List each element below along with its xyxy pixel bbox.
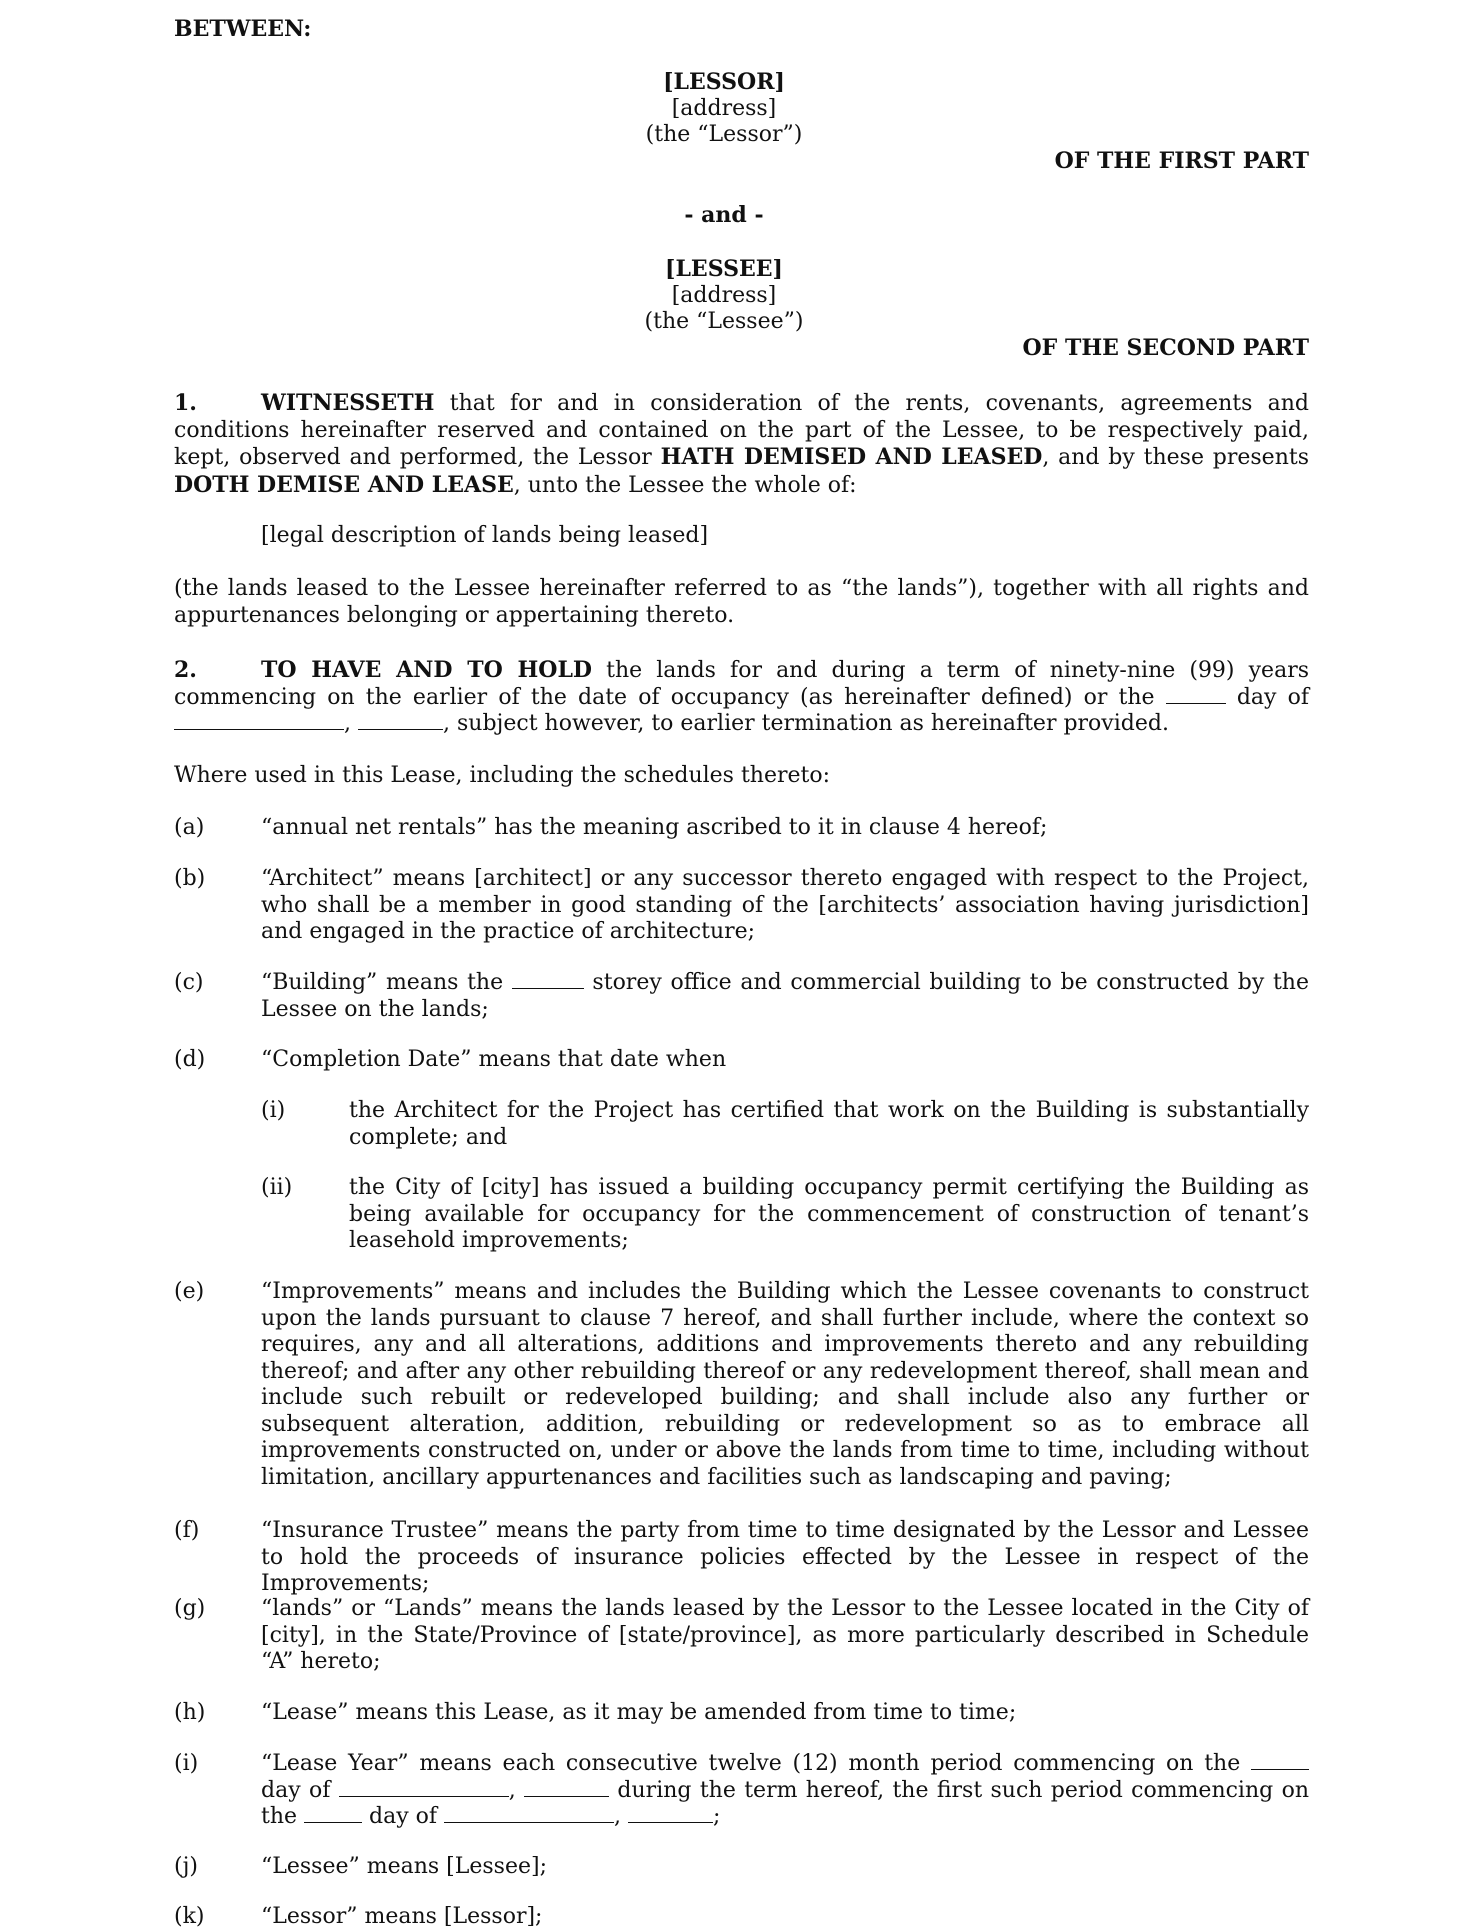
month-blank: [174, 711, 344, 730]
def-d-i-text: the Architect for the Project has certified that work on the Building is substantially complete; and: [349, 1098, 1309, 1150]
def-e-label: (e): [174, 1279, 205, 1304]
lessee-address: [address]: [671, 282, 777, 308]
def-c-label: (c): [174, 970, 204, 995]
def-a-label: (a): [174, 815, 205, 840]
def-i-text-d: day of: [369, 1804, 445, 1829]
and-separator: - and -: [684, 202, 764, 228]
clause-2-text-c: , subject however, to earlier termination as hereinafter provided.: [443, 711, 1169, 736]
def-d-label: (d): [174, 1047, 206, 1072]
clause-1-bold-a: HATH DEMISED AND LEASED: [660, 444, 1043, 470]
def-i-label: (i): [174, 1751, 199, 1776]
lease-year-year-blank: [524, 1778, 609, 1797]
lease-year-month-blank: [339, 1778, 509, 1797]
legal-description: [legal description of lands being leased]: [261, 523, 709, 548]
def-a-text: “annual net rentals” has the meaning ascribed to it in clause 4 hereof;: [261, 815, 1048, 840]
lessee-defined-term: (the “Lessee”): [644, 309, 804, 334]
def-e-text: “Improvements” means and includes the Building which the Lessee covenants to construct upon the lands pursuant to clause 7 hereof, and shall further include, where the context so requires, any and all alterations, additions and improvements thereto and any rebuilding thereof; and after any other rebuilding thereof or any redevelopment thereof, shall mean and include such rebuilt or redeveloped building; and shall include also any further or subsequent alteration, addition, rebuilding or redevelopment so as to embrace all improvements constructed on, under or above the lands from time to time, including without limitation, ancillary appurtenances and facilities such as landscaping and paving;: [261, 1279, 1309, 1490]
def-k-label: (k): [174, 1904, 205, 1929]
clause-1-text-b: , and by these presents: [1042, 445, 1309, 470]
clause-1-number: 1.: [174, 390, 197, 416]
clause-2-text-b: day of: [1225, 684, 1309, 710]
clause-1-text-a: that for and in consideration of the rents, covenants, agreements and conditions hereinafter reserved and contained on the part of the Lessee, to be respectively paid, kept, observed and performed, the Lessor: [174, 391, 1309, 470]
def-c-text-a: “Building” means the: [261, 970, 512, 995]
def-b-label: (b): [174, 866, 206, 891]
lessee-name: [LESSEE]: [665, 256, 783, 282]
def-j-label: (j): [174, 1854, 198, 1879]
def-h-label: (h): [174, 1700, 206, 1725]
def-b-text: “Architect” means [architect] or any successor thereto engaged with respect to the Project, who shall be a member in good standing of the [architects’ association having jurisdiction] and engaged in the practice of architecture;: [261, 866, 1309, 944]
def-f-text: “Insurance Trustee” means the party from time to time designated by the Lessor and Lessee to hold the proceeds of insurance policies effected by the Lessee in respect of the Improvements;: [261, 1518, 1309, 1596]
def-i-text-a: “Lease Year” means each consecutive twelve (12) month period commencing on the: [261, 1751, 1251, 1776]
first-period-month-blank: [444, 1804, 614, 1823]
def-g-label: (g): [174, 1596, 206, 1621]
lessor-defined-term: (the “Lessor”): [645, 122, 803, 147]
def-d-ii-text: the City of [city] has issued a building occupancy permit certifying the Building as being available for occupancy for the commencement of construction of tenant’s leasehold improvements;: [349, 1175, 1309, 1253]
clause-2: 2. TO HAVE AND TO HOLD the lands for and during a term of ninety-nine (99) years commencing on the earlier of the date of occupancy (as hereinafter defined) or the day of , , subject however, to earlier termination as hereinafter provided.: [174, 657, 1309, 736]
clause-1-text-c: , unto the Lessee the whole of:: [513, 472, 857, 498]
day-blank: [1166, 685, 1226, 704]
def-c-text-b: storey office and commercial building to be constructed by the Lessee on the lands;: [261, 970, 1309, 1022]
def-f-label: (f): [174, 1518, 200, 1543]
clause-1: [174, 390, 1309, 499]
first-period-year-blank: [628, 1804, 713, 1823]
first-part-label: OF THE FIRST PART: [1054, 148, 1309, 174]
lease-year-day-blank: [1251, 1751, 1309, 1770]
second-part-label: OF THE SECOND PART: [1022, 335, 1309, 361]
lessor-name: [LESSOR]: [663, 69, 785, 95]
first-period-day-blank: [304, 1804, 362, 1823]
def-i-text-c: during the term hereof, the first such period commencing on the: [261, 1777, 1309, 1829]
lessor-block: [560, 69, 888, 149]
def-d-ii-label: (ii): [261, 1175, 293, 1200]
where-used-text: Where used in this Lease, including the schedules thereto:: [174, 763, 831, 788]
def-j-text: “Lessee” means [Lessee];: [261, 1854, 548, 1879]
clause-2-text-a: the lands for and during a term of ninety-nine (99) years commencing on the earlier of the date of occupancy (as hereinafter defined) or the: [174, 658, 1309, 710]
clause-1-lead: WITNESSETH: [261, 390, 435, 416]
year-blank: [358, 711, 443, 730]
def-i-text-b: day of: [261, 1777, 331, 1803]
lessee-block: [560, 256, 888, 336]
lands-definition-text: (the lands leased to the Lessee hereinafter referred to as “the lands”), together with all rights and appurtenances belonging or appertaining thereto.: [174, 576, 1309, 628]
lessor-address: [address]: [671, 95, 777, 121]
def-h-text: “Lease” means this Lease, as it may be amended from time to time;: [261, 1700, 1017, 1725]
def-k-text: “Lessor” means [Lessor];: [261, 1904, 543, 1929]
def-c-text: [261, 970, 1309, 1023]
clause-2-lead: TO HAVE AND TO HOLD: [261, 657, 593, 683]
def-g-text: “lands” or “Lands” means the lands leased by the Lessor to the Lessee located in the City of [city], in the State/Province of [state/province], as more particularly described in Schedule “A” hereto;: [261, 1596, 1309, 1674]
storey-blank: [512, 970, 584, 989]
def-i-text: “Lease Year” means each consecutive twelve (12) month period commencing on the day of , during the term hereof, the first such period commencing on the day of , ;: [261, 1751, 1309, 1829]
clause-2-number: 2.: [174, 657, 197, 683]
clause-1-bold-b: DOTH DEMISE AND LEASE: [174, 471, 514, 498]
def-d-i-label: (i): [261, 1098, 286, 1123]
def-d-text: “Completion Date” means that date when: [261, 1047, 727, 1072]
def-i-text-e: ;: [713, 1804, 721, 1829]
between-heading: BETWEEN:: [174, 16, 312, 42]
